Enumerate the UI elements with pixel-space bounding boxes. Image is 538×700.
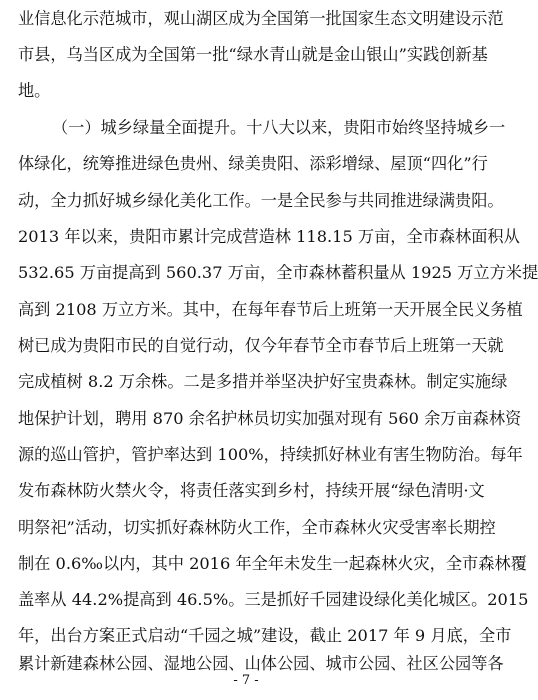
text-line: 源的巡山管护，管护率达到 100%，持续抓好林业有害生物防治。每年 xyxy=(18,445,523,464)
text-line: 盖率从 44.2%提高到 46.5%。三是抓好千园建设绿化美化城区。2015 xyxy=(18,590,529,609)
text-line: 2013 年以来，贵阳市累计完成营造林 118.15 万亩，全市森林面积从 xyxy=(18,227,520,246)
text-line: 年，出台方案正式启动“千园之城”建设，截止 2017 年 9 月底，全市 xyxy=(18,626,512,645)
text-line: 累计新建森林公园、湿地公园、山体公园、城市公园、社区公园等各 xyxy=(18,654,504,673)
text-line: 体绿化，统筹推进绿色贵州、绿美贵阳、添彩增绿、屋顶“四化”行 xyxy=(18,154,488,173)
text-line: 532.65 万亩提高到 560.37 万亩，全市森林蓄积量从 1925 万立方米提 xyxy=(18,263,538,282)
text-line: 高到 2108 万立方米。其中，在每年春节后上班第一天开展全民义务植 xyxy=(18,300,523,319)
text-line: 动，全力抓好城乡绿化美化工作。一是全民参与共同推进绿满贵阳。 xyxy=(18,191,504,210)
page-number: - 7 - xyxy=(233,673,259,688)
text-line: 业信息化示范城市，观山湖区成为全国第一批国家生态文明建设示范 xyxy=(18,9,504,28)
text-line: 树已成为贵阳市民的自觉行动，仅今年春节全市春节后上班第一天就 xyxy=(18,336,504,355)
text-line: 市县，乌当区成为全国第一批“绿水青山就是金山银山”实践创新基 xyxy=(18,45,488,64)
section-heading-line: （一）城乡绿量全面提升。十八大以来，贵阳市始终坚持城乡一 xyxy=(52,118,506,137)
text-line: 地。 xyxy=(18,81,51,100)
text-line: 制在 0.6‰以内，其中 2016 年全年未发生一起森林火灾，全市森林覆 xyxy=(18,554,527,573)
text-line: 明祭祀”活动，切实抓好森林防火工作，全市森林火灾受害率长期控 xyxy=(18,518,496,537)
text-line: 发布森林防火禁火令，将责任落实到乡村，持续开展“绿色清明·文 xyxy=(18,481,485,500)
text-line: 地保护计划，聘用 870 余名护林员切实加强对现有 560 余万亩森林资 xyxy=(18,409,522,428)
text-line: 完成植树 8.2 万余株。二是多措并举坚决护好宝贵森林。制定实施绿 xyxy=(18,372,508,391)
